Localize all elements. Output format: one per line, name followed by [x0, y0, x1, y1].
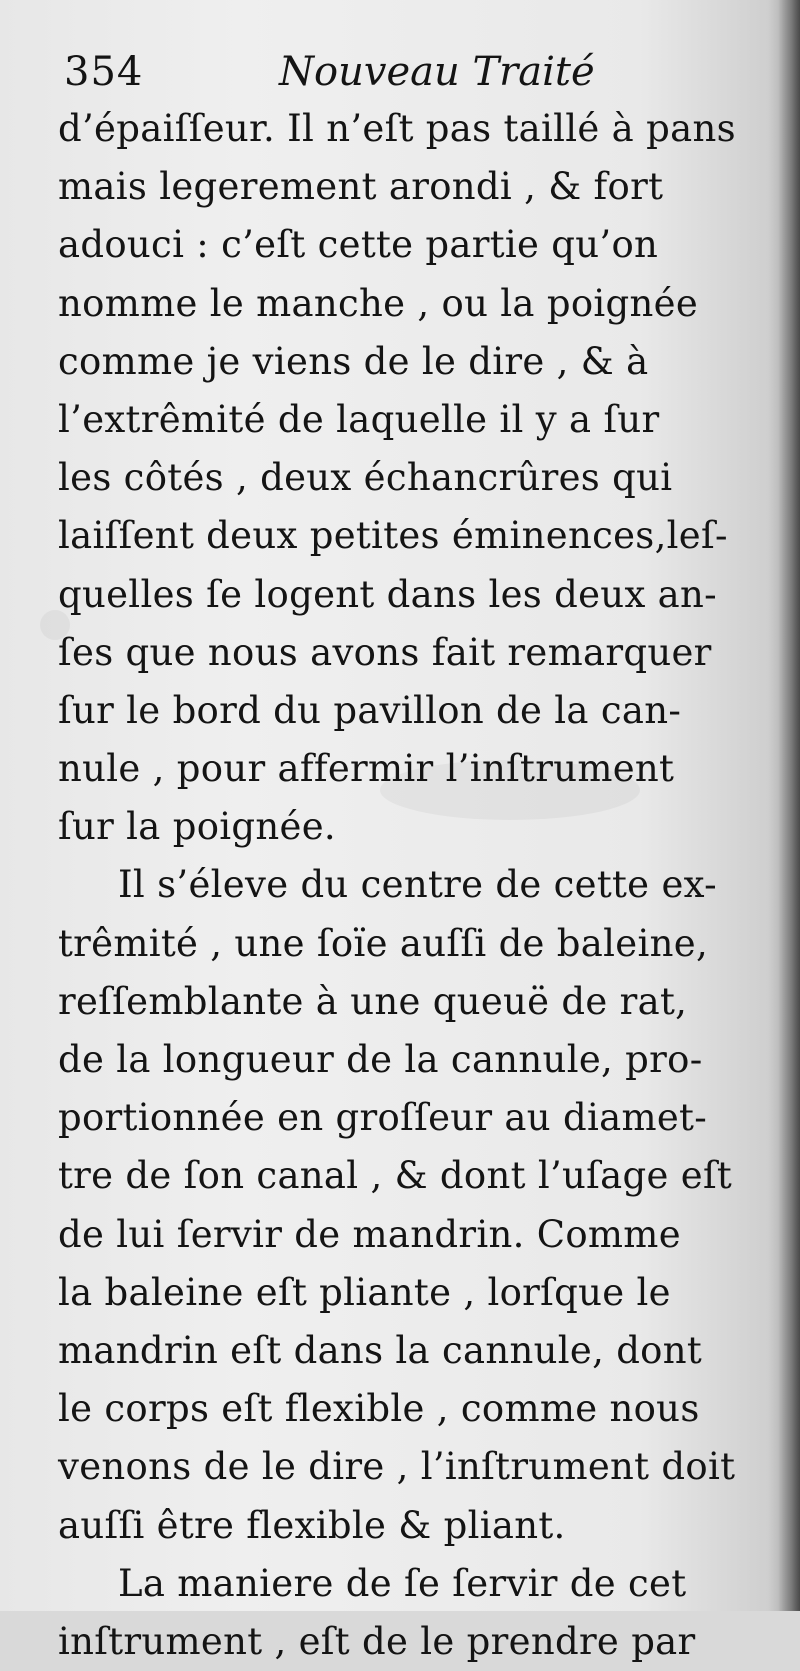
text-line: portionnée en groſſeur au diamet- — [58, 1096, 708, 1140]
running-title: Nouveau Traité — [279, 49, 595, 95]
text-line: mandrin eſt dans la cannule, dont — [58, 1328, 703, 1372]
paragraph-first-line: La maniere de ſe ſervir de cet — [118, 1561, 687, 1605]
text-line: tre de ſon canal , & dont l’uſage eſt — [58, 1154, 733, 1198]
text-line: de la longueur de la cannule, pro- — [58, 1038, 703, 1081]
text-line: auſſi être flexible & pliant. — [58, 1503, 566, 1547]
text-line: adouci : c’eſt cette partie qu’on — [58, 223, 659, 267]
text-line: nule , pour affermir l’inſtrument — [58, 747, 675, 791]
page-spine-shadow — [778, 0, 800, 1611]
text-line: ſes que nous avons fait remarquer — [58, 630, 712, 674]
text-line: la baleine eſt pliante , lorſque le — [58, 1270, 671, 1314]
text-line: venons de le dire , l’inſtrument doit — [58, 1445, 736, 1489]
text-line: trêmité , une ſoïe auſſi de baleine, — [58, 921, 709, 965]
page-number: 354 — [64, 49, 144, 95]
body-text — [58, 100, 748, 1663]
text-line: d’épaiſſeur. Il n’eſt pas taillé à pans — [58, 107, 736, 150]
paragraph-first-line: Il s’éleve du centre de cette ex- — [118, 863, 717, 907]
text-line: quelles ſe logent dans les deux an- — [58, 572, 717, 616]
text-line: reſſemblante à une queuë de rat, — [58, 979, 688, 1023]
text-line: ſur le bord du pavillon de la can- — [58, 688, 682, 732]
text-line: comme je viens de le dire , & à — [58, 339, 649, 383]
text-line: mais legerement arondi , & fort — [58, 165, 664, 209]
text-line: laiſſent deux petites éminences,leſ- — [58, 514, 728, 558]
text-line: ſur la poignée. — [58, 805, 336, 849]
text-line: de lui ſervir de mandrin. Comme — [58, 1212, 681, 1256]
text-line: les côtés , deux échancrûres qui — [58, 456, 673, 500]
text-line: le corps eſt flexible , comme nous — [58, 1387, 700, 1431]
page-header — [64, 44, 744, 104]
text-line: inſtrument , eſt de le prendre par — [58, 1619, 696, 1663]
text-line: nomme le manche , ou la poignée — [58, 281, 699, 325]
text-line: l’extrêmité de laquelle il y a ſur — [58, 397, 660, 441]
